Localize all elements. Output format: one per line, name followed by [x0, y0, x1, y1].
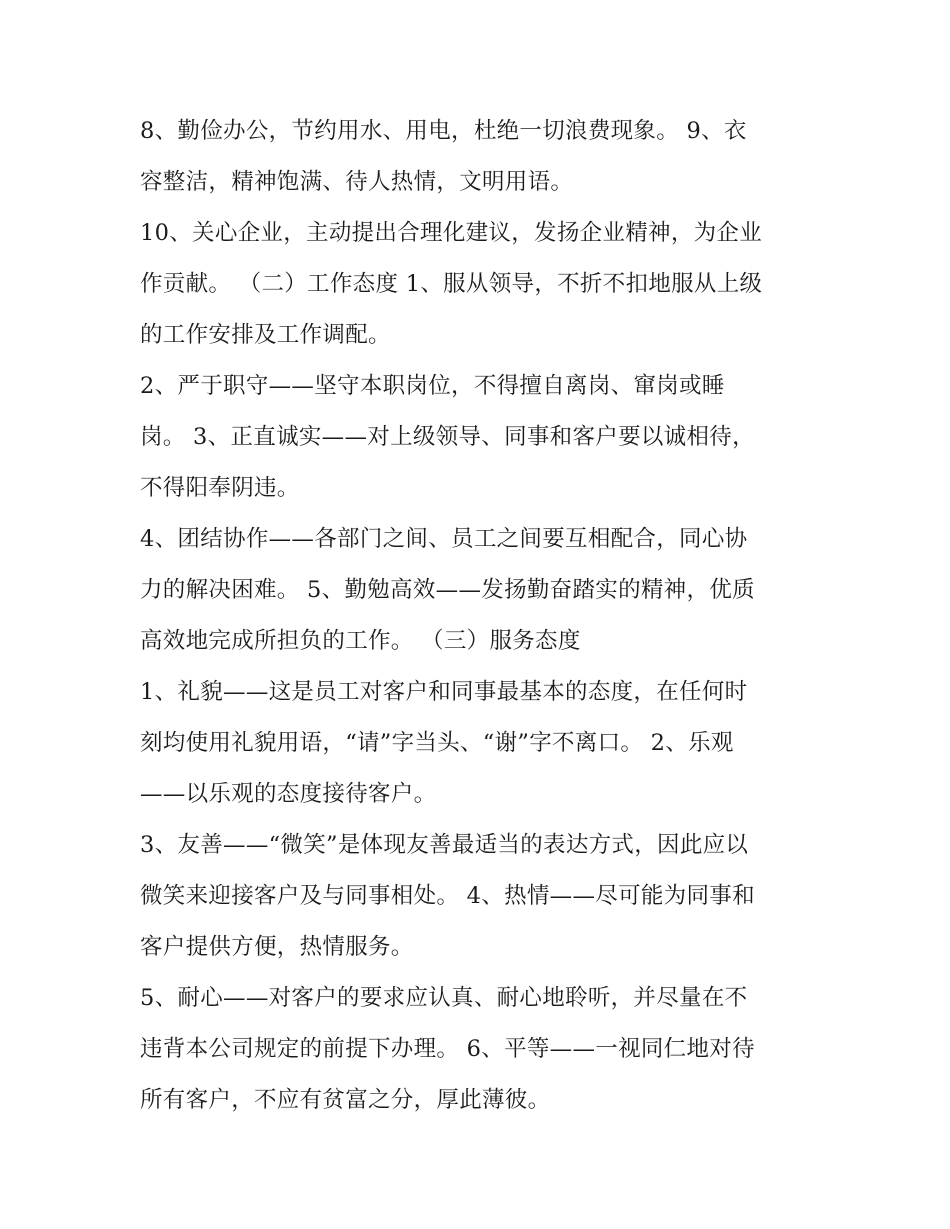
text-line: 的工作安排及工作调配。 [140, 322, 391, 348]
text-line: 容整洁，精神饱满、待人热情，文明用语。 [140, 169, 574, 195]
text-line: 作贡献。 （二）工作态度 1、服从领导，不折不扣地服从上级 [140, 271, 763, 297]
text-line: 3、友善——“微笑”是体现友善最适当的表达方式，因此应以 [140, 832, 749, 858]
text-line: 1、礼貌——这是员工对客户和同事最基本的态度，在任何时 [140, 679, 748, 705]
text-line: 刻均使用礼貌用语，“请”字当头、“谢”字不离口。 2、乐观 [140, 730, 734, 756]
text-line: 高效地完成所担负的工作。 （三）服务态度 [140, 628, 581, 654]
text-line: 10、关心企业，主动提出合理化建议，发扬企业精神，为企业 [140, 220, 763, 246]
text-line: 2、严于职守——坚守本职岗位，不得擅自离岗、窜岗或睡 [140, 373, 725, 399]
text-line: ——以乐观的态度接待客户。 [140, 781, 437, 807]
text-line: 客户提供方便，热情服务。 [140, 934, 414, 960]
text-line: 力的解决困难。 5、勤勉高效——发扬勤奋踏实的精神，优质 [140, 577, 755, 603]
text-line: 所有客户，不应有贫富之分，厚此薄彼。 [140, 1087, 551, 1113]
text-line: 违背本公司规定的前提下办理。 6、平等——一视同仁地对待 [140, 1036, 755, 1062]
text-line: 5、耐心——对客户的要求应认真、耐心地聆听，并尽量在不 [140, 985, 748, 1011]
text-line: 微笑来迎接客户及与同事相处。 4、热情——尽可能为同事和 [140, 883, 755, 909]
document-body [140, 106, 820, 1126]
text-line: 8、勤俭办公，节约用水、用电，杜绝一切浪费现象。 9、衣 [140, 118, 747, 144]
text-line: 4、团结协作——各部门之间、员工之间要互相配合，同心协 [140, 526, 748, 552]
text-line: 不得阳奉阴违。 [140, 475, 300, 501]
text-line: 岗。 3、正直诚实——对上级领导、同事和客户要以诚相待， [140, 424, 755, 450]
